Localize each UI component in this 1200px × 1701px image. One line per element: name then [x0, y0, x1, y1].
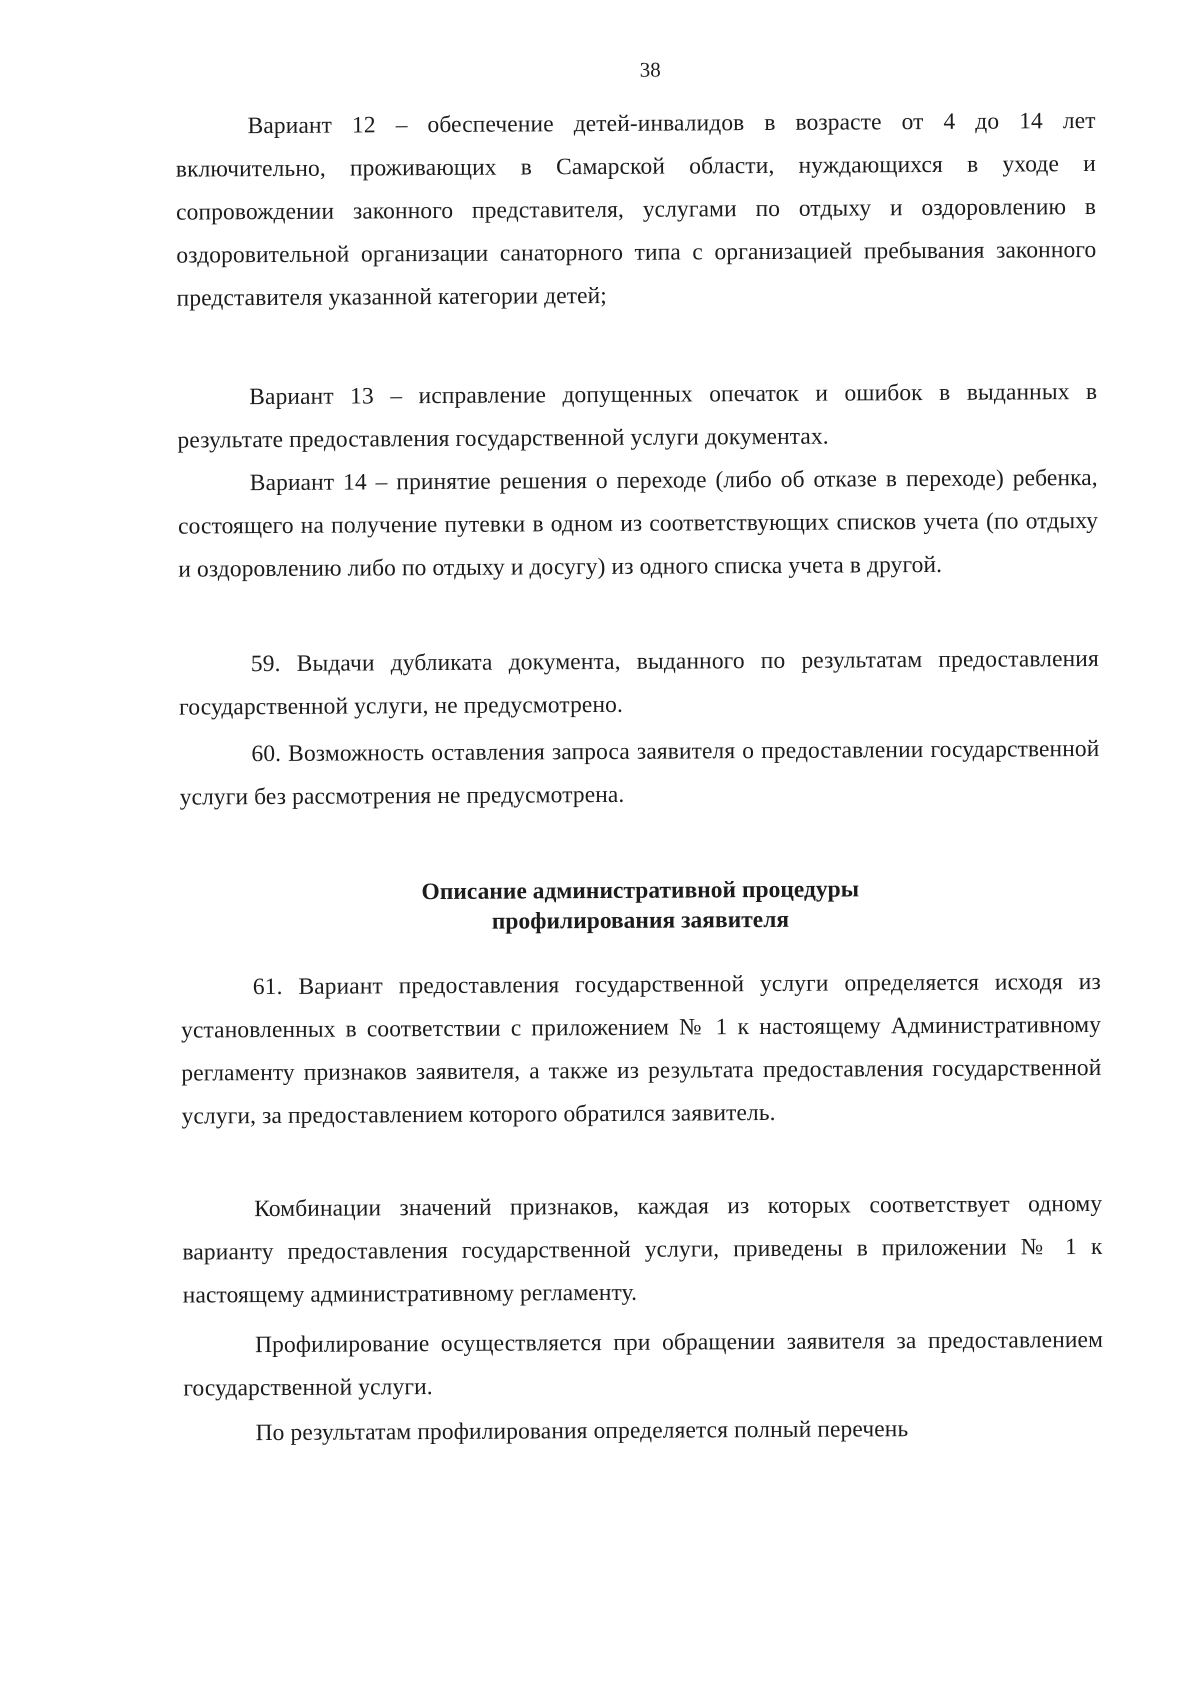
paragraph-profiling: Профилирование осуществляется при обращении заявителя за предоставлением государственной услуги. [183, 1326, 1104, 1402]
paragraph-item-60: 60. Возможность оставления запроса заявителя о предоставлении государственной услуги без рассмотрения не предусмотрена. [179, 735, 1100, 811]
paragraph-combinations: Комбинации значений признаков, каждая из которых соответствует одному варианту предоставления государственной услуги, приведены в приложении № 1 к настоящему административному регламенту. [182, 1190, 1103, 1309]
paragraph-item-59: 59. Выдачи дубликата документа, выданного по результатам предоставления государственной услуги, не предусмотрено. [179, 645, 1099, 721]
paragraph-results: По результатам профилирования определяется полный перечень [255, 1416, 909, 1447]
paragraph-variant-12: Вариант 12 – обеспечение детей-инвалидов в возрасте от 4 до 14 лет включительно, проживающих в Самарской области, нуждающихся в уходе и сопровождении законного представителя, услугами по отдыху и оздоровлению в оздоровительной организации санаторного типа с организацией пребывания законного представителя указанной категории детей; [175, 107, 1097, 312]
paragraph-variant-14: Вариант 14 – принятие решения о переходе (либо об отказе в переходе) ребенка, состоящего на получение путевки в одном из соответствующих списков учета (по отдыху и оздоровлению либо по отдыху и досугу) из одного списка учета в другой. [177, 464, 1099, 583]
paragraph-variant-13: Вариант 13 – исправление допущенных опечаток и ошибок в выданных в результате предоставления государственной услуги документах. [177, 378, 1098, 454]
page-number: 38 [639, 57, 661, 82]
paragraph-item-61: 61. Вариант предоставления государственной услуги определяется исходя из установленных в соответствии с приложением № 1 к настоящему Административному регламенту признаков заявителя, а также из результата предоставления государственной услуги, за предоставлением которого обратился заявитель. [181, 968, 1102, 1130]
section-heading: Описание административной процедуры профилирования заявителя [421, 876, 860, 935]
